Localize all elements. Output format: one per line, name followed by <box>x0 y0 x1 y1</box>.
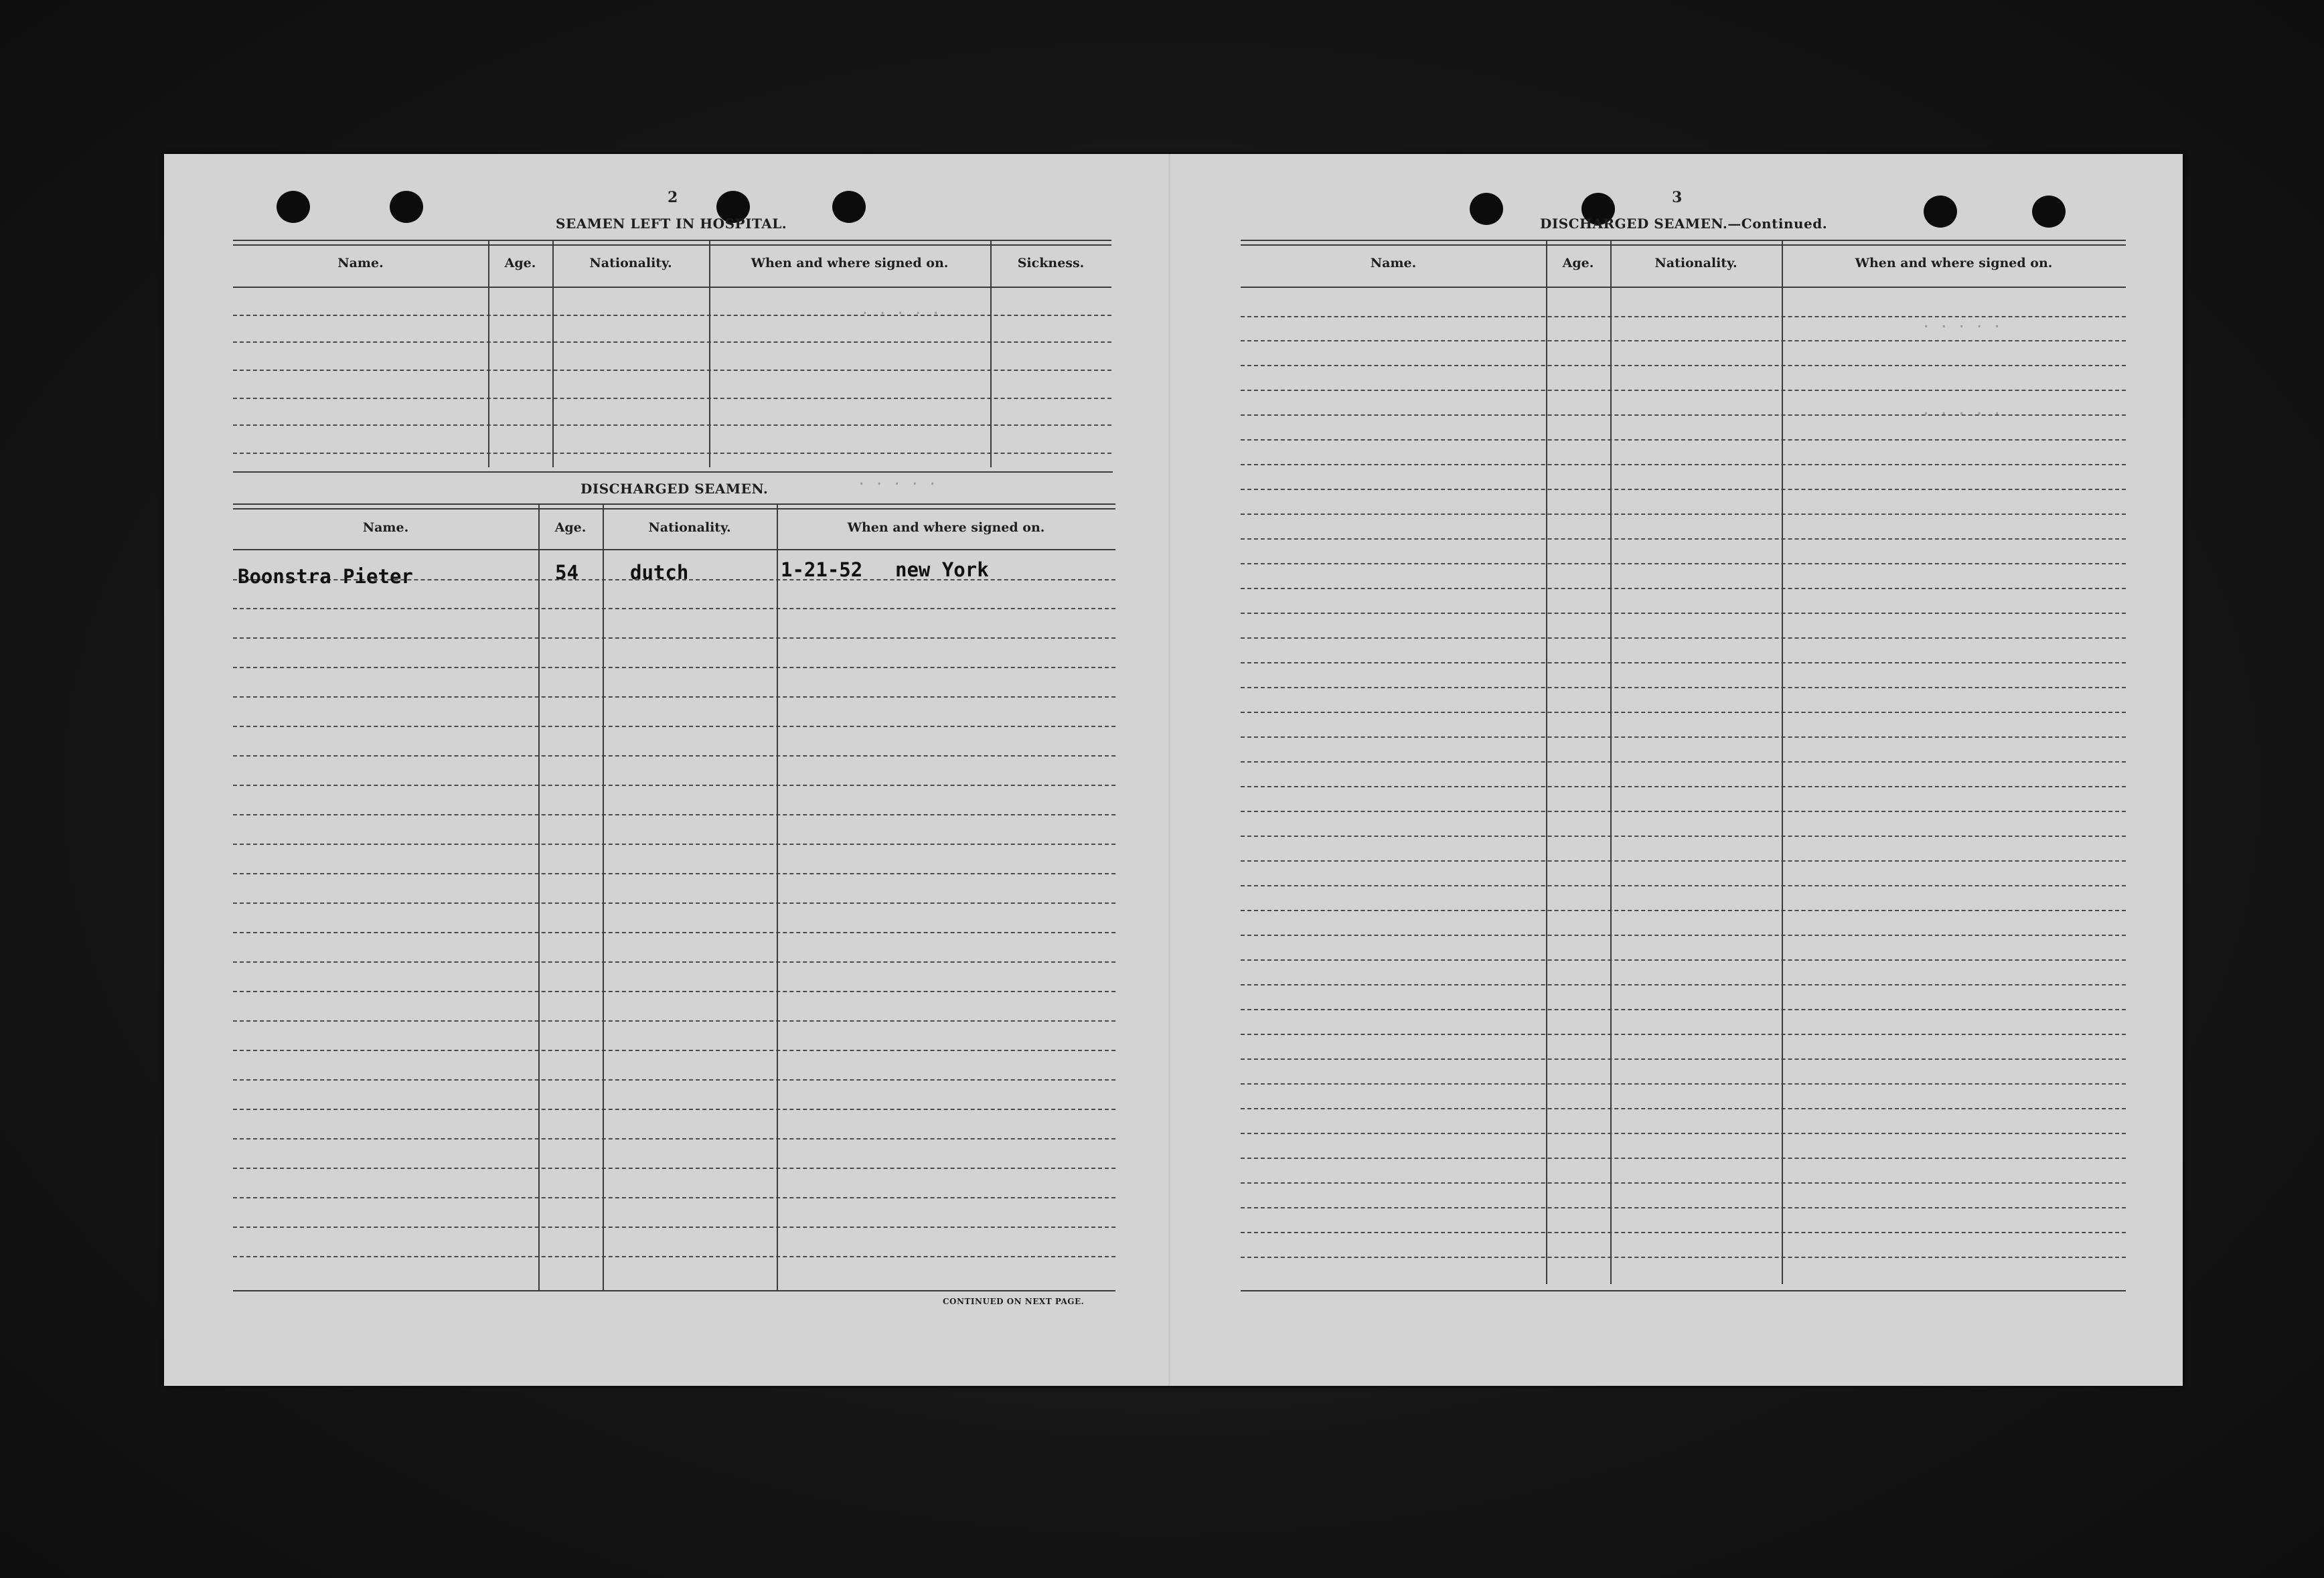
punch-hole <box>1470 193 1503 225</box>
page-number-left: 2 <box>668 189 678 206</box>
bleed-through-mark: . . . . . <box>1922 315 2002 331</box>
discharged-table <box>233 503 1115 1293</box>
discharged-col-signed-on: When and where signed on. <box>847 520 1045 535</box>
bleed-through-mark: . . . . . <box>857 472 937 489</box>
discharged-section-title: DISCHARGED SEAMEN. <box>580 481 769 497</box>
hospital-col-name: Name. <box>337 256 384 270</box>
hospital-col-nationality: Nationality. <box>589 256 672 270</box>
discharged-continued-table <box>1241 240 2126 1294</box>
discharged-col-name: Name. <box>362 520 409 535</box>
discharged-col-nationality: Nationality. <box>648 520 731 535</box>
seaman-signed-place: new York <box>895 558 989 581</box>
discharged-col-age: Age. <box>554 520 587 535</box>
seaman-signed-date: 1-21-52 <box>781 558 863 581</box>
hospital-col-sickness: Sickness. <box>1017 256 1085 270</box>
seaman-age: 54 <box>555 561 578 584</box>
continued-col-name: Name. <box>1370 256 1417 270</box>
hospital-section-title: SEAMEN LEFT IN HOSPITAL. <box>556 216 787 232</box>
discharged-continued-title: DISCHARGED SEAMEN.—Continued. <box>1540 216 1828 232</box>
bleed-through-mark: . . . . . <box>860 301 941 318</box>
punch-hole <box>832 191 866 223</box>
page-number-right: 3 <box>1672 189 1683 206</box>
seaman-nationality: dutch <box>630 561 689 584</box>
hospital-col-age: Age. <box>504 256 536 270</box>
hospital-table <box>233 240 1111 474</box>
hospital-col-signed-on: When and where signed on. <box>751 256 949 270</box>
punch-hole <box>390 191 423 223</box>
continued-col-age: Age. <box>1562 256 1594 270</box>
continued-col-nationality: Nationality. <box>1654 256 1737 270</box>
punch-hole <box>277 191 310 223</box>
continued-footer: CONTINUED ON NEXT PAGE. <box>943 1297 1085 1306</box>
bleed-through-mark: . . . . . <box>1922 402 2002 418</box>
punch-hole <box>1924 195 1957 228</box>
divider-rule <box>233 471 1113 473</box>
continued-col-signed-on: When and where signed on. <box>1855 256 2053 270</box>
punch-hole <box>2032 195 2066 228</box>
page-fold <box>1168 154 1170 1386</box>
seaman-name: Boonstra Pieter <box>238 565 413 588</box>
